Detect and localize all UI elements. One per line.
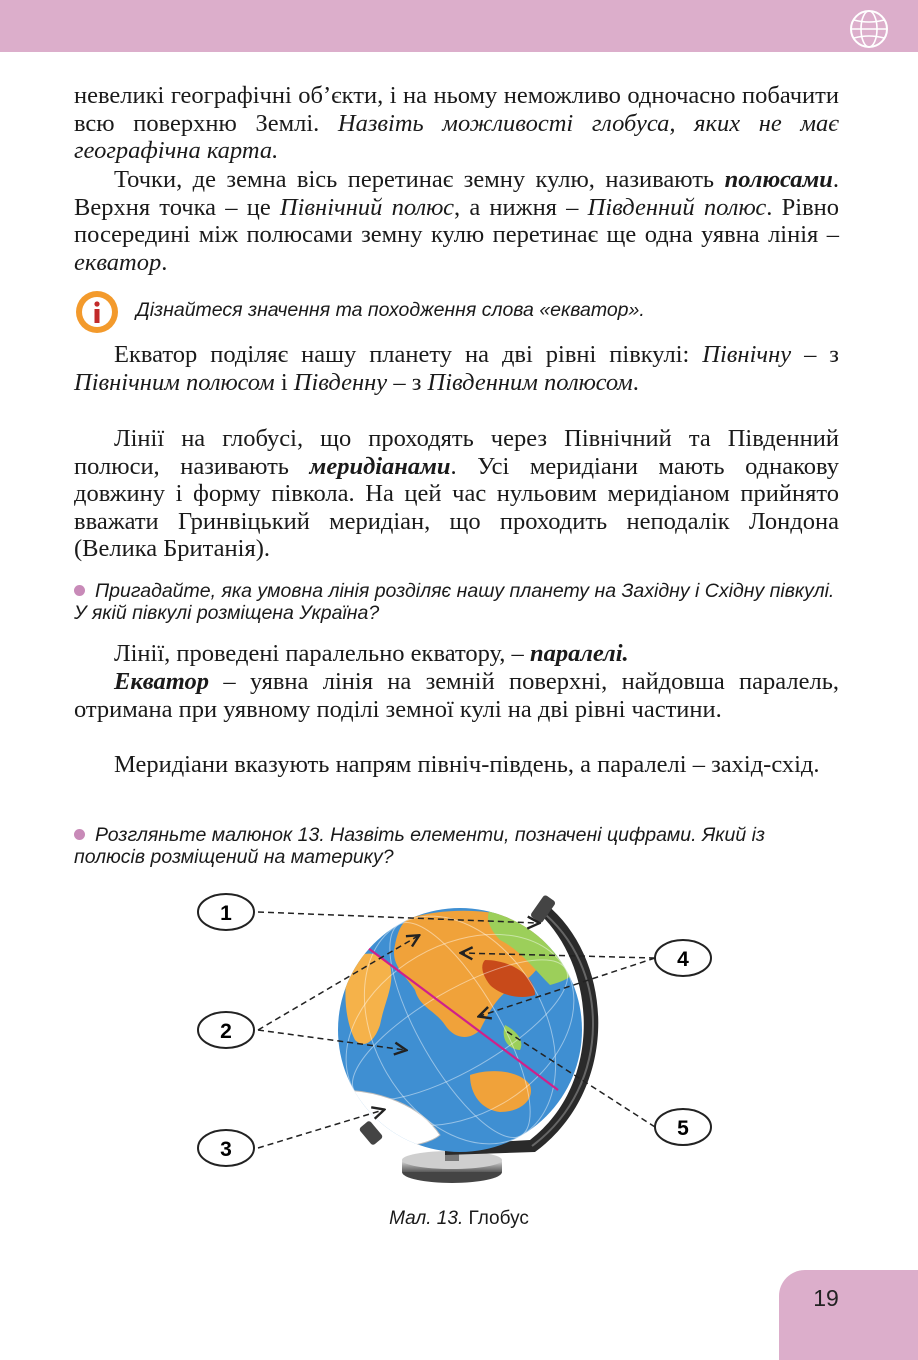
- figure-label-5: [655, 1109, 711, 1145]
- figure-label-4: [655, 940, 711, 976]
- figure-label-2: [198, 1012, 254, 1048]
- paragraph-5: Лінії, проведені паралельно екватору, – паралелі.: [114, 640, 629, 667]
- page-number: 19: [813, 1285, 839, 1311]
- paragraph-3: Екватор поділяє нашу планету на дві рівні півкулі: Північну – з Північним полюсом і Південну – з Південним полюсом.: [74, 341, 839, 396]
- svg-text:1: 1: [220, 902, 232, 925]
- header-band: [0, 0, 918, 52]
- figure-caption: Мал. 13. Глобус: [389, 1208, 529, 1229]
- paragraph-7: Меридіани вказують напрям північ-південь, а паралелі – захід-схід.: [114, 751, 820, 778]
- question-1: Пригадайте, яка умовна лінія розділяє нашу планету на Західну і Східну півкулі. У якій півкулі розміщена Україна?: [74, 580, 835, 624]
- paragraph-4: Лінії на глобусі, що проходять через Північний та Південний полюси, називають меридіанами. Усі меридіани мають однакову довжину і форму півкола. На цей час нульовим меридіаном прийнято вважати Гринвіцький меридіан, що проходить неподалік Лондона (Велика Британія).: [74, 425, 839, 562]
- paragraph-6: Екватор – уявна лінія на земній поверхні, найдовша паралель, отримана при уявному поділі земної кулі на дві рівні частини.: [74, 668, 839, 723]
- svg-text:4: 4: [677, 948, 689, 971]
- svg-text:3: 3: [220, 1138, 232, 1161]
- globe-figure: [190, 890, 730, 1190]
- globe-logo-icon: [848, 8, 890, 50]
- figure-label-3: [198, 1130, 254, 1166]
- info-note: Дізнайтеся значення та походження слова «екватор».: [136, 299, 645, 321]
- bullet-icon: [74, 585, 85, 596]
- svg-text:5: 5: [677, 1117, 689, 1140]
- figure-label-1: [198, 894, 254, 930]
- page-number-tab: [779, 1270, 918, 1360]
- question-2: Розгляньте малюнок 13. Назвіть елементи, позначені цифрами. Який із полюсів розміщений на материку?: [74, 824, 765, 868]
- paragraph-1: невеликі географічні об’єкти, і на ньому неможливо одночасно побачити всю поверхню Землі. Назвіть можливості глобуса, яких не має географічна карта.: [74, 82, 839, 164]
- info-icon: [74, 289, 120, 335]
- bullet-icon: [74, 829, 85, 840]
- svg-text:2: 2: [220, 1020, 232, 1043]
- paragraph-2: Точки, де земна вісь перетинає земну кулю, називають полюсами. Верхня точка – це Північний полюс, а нижня – Південний полюс. Рівно посередині між полюсами земну кулю перетинає ще одна уявна лінія – екватор.: [74, 166, 839, 276]
